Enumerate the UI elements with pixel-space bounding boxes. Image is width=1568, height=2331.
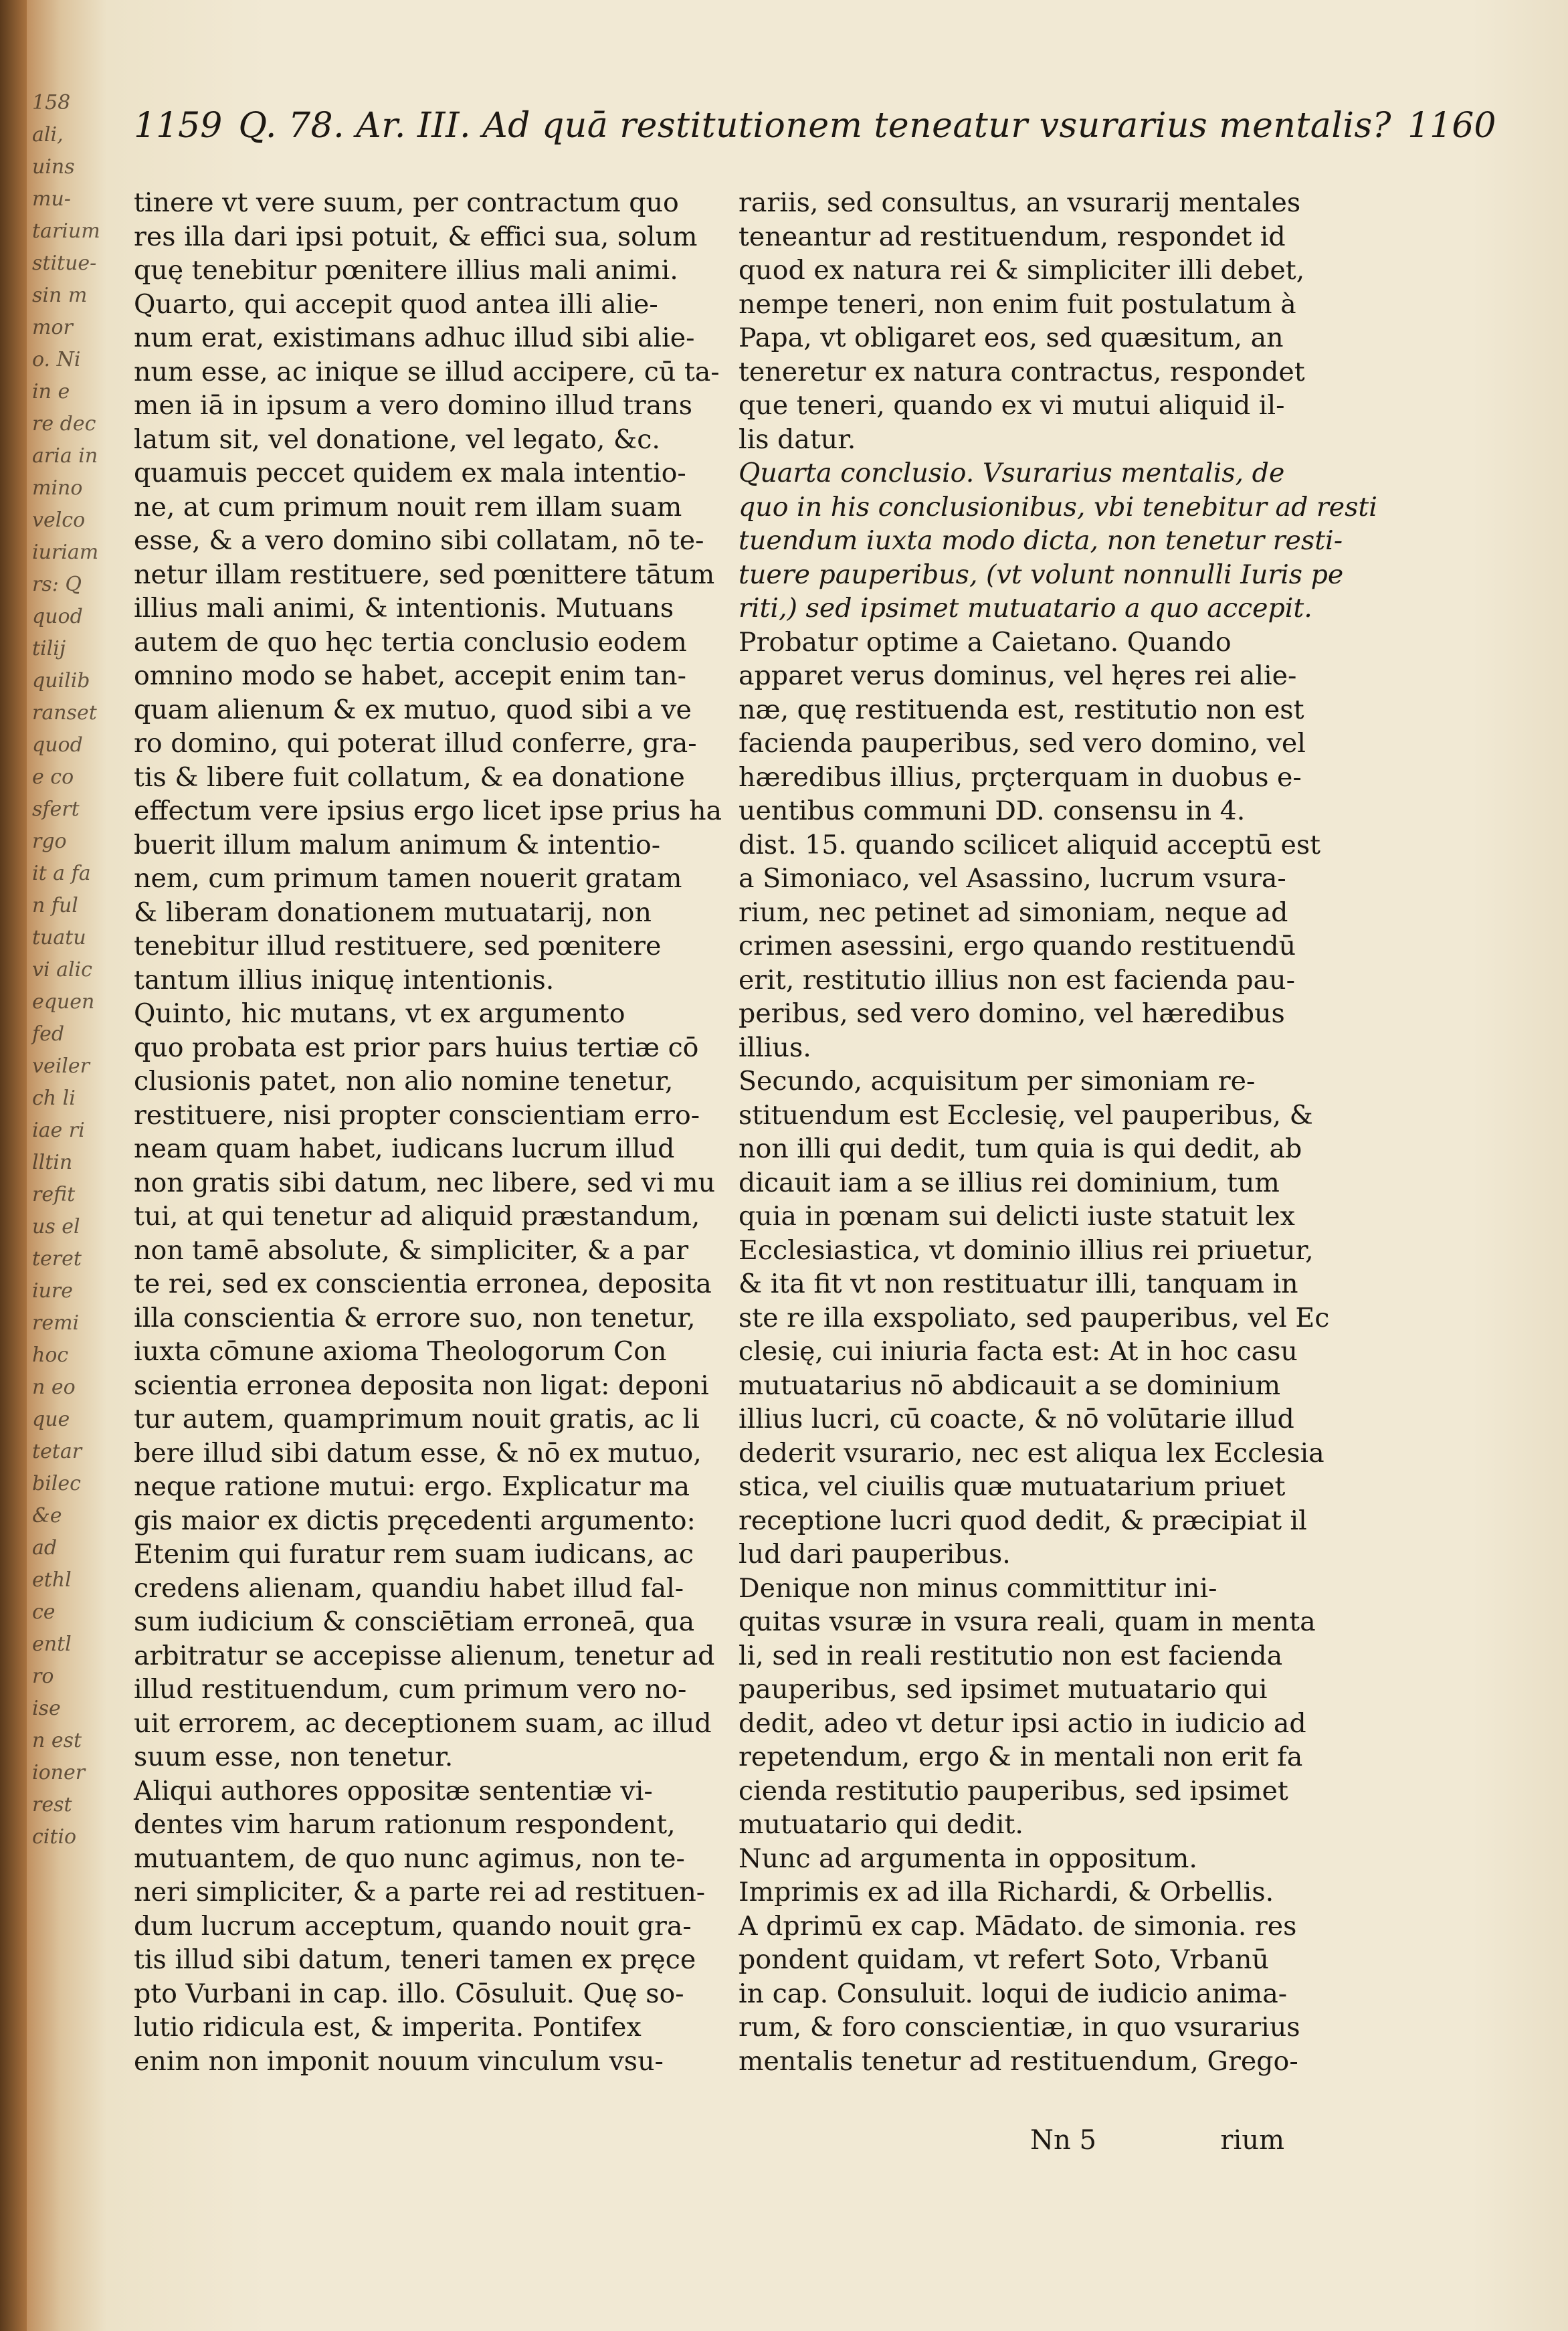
text-line: mutuantem, de quo nunc agimus, non te-: [134, 1843, 685, 1874]
bleed-fragment: ranset: [32, 701, 97, 725]
text-line: neri simpliciter, & a parte rei ad restituen-: [134, 1877, 706, 1907]
text-line: netur illam restituere, sed pœnittere tātum: [134, 559, 715, 590]
text-line: Ecclesiastica, vt dominio illius rei priuetur,: [739, 1234, 1314, 1266]
bleed-fragment: iuriam: [32, 541, 99, 564]
bleed-fragment: ce: [32, 1600, 56, 1624]
bleed-fragment: it a fa: [32, 862, 91, 885]
text-line: gis maior ex dictis pręcedenti argumento:: [134, 1505, 696, 1536]
facing-page-bleed: [0, 87, 100, 2322]
text-line: tur autem, quamprimum nouit gratis, ac li: [134, 1404, 700, 1434]
text-line: tinere vt vere suum, per contractum quo: [134, 187, 679, 218]
bleed-fragment: sin m: [32, 284, 88, 307]
bleed-fragment: o. Ni: [32, 348, 81, 371]
text-line: dist. 15. quando scilicet aliquid acceptū est: [739, 829, 1320, 860]
text-line: pondent quidam, vt refert Soto, Vrbanū: [739, 1944, 1269, 1975]
text-line: crimen asessini, ergo quando restituendū: [739, 931, 1296, 961]
text-line: tui, at qui tenetur ad aliquid præstandum,: [134, 1201, 700, 1232]
bleed-fragment: ro: [32, 1665, 54, 1688]
text-line: tantum illius iniquę intentionis.: [134, 964, 555, 996]
text-line: te rei, sed ex conscientia erronea, deposita: [134, 1269, 712, 1299]
text-line: quod ex natura rei & simpliciter illi debet,: [739, 255, 1305, 286]
text-line: omnino modo se habet, accepit enim tan-: [134, 660, 686, 691]
text-line: quia in pœnam sui delicti iuste statuit lex: [739, 1201, 1295, 1232]
text-line: enim non imponit nouum vinculum vsu-: [134, 2045, 664, 2077]
bleed-fragment: bilec: [32, 1472, 81, 1495]
bleed-fragment: refit: [32, 1183, 76, 1206]
bleed-fragment: tarium: [32, 219, 100, 243]
bleed-fragment: n ful: [32, 894, 78, 917]
bleed-fragment: fed: [32, 1022, 65, 1046]
right-text-column: [739, 186, 1377, 2078]
bleed-fragment: re dec: [32, 412, 96, 436]
text-line: tuendum iuxta modo dicta, non tenetur resti-: [739, 525, 1343, 556]
text-line: facienda pauperibus, sed vero domino, vel: [739, 728, 1306, 759]
text-line: li, sed in reali restitutio non est facienda: [739, 1640, 1283, 1671]
text-line: teneantur ad restituendum, respondet id: [739, 221, 1286, 252]
text-line: lud dari pauperibus.: [739, 1539, 1011, 1570]
text-line: illius.: [739, 1032, 811, 1063]
bleed-fragment: stitue-: [32, 252, 97, 275]
bleed-fragment: mu-: [32, 187, 71, 211]
text-line: autem de quo hęc tertia conclusio eodem: [134, 626, 687, 658]
bleed-fragment: mor: [32, 316, 73, 339]
text-line: apparet verus dominus, vel hęres rei alie-: [739, 660, 1297, 691]
bleed-fragment: vi alic: [32, 958, 92, 982]
running-title: Q. 78. Ar. III. Ad quā restitutionem teneatur vsurarius mentalis?: [238, 106, 1392, 146]
bleed-fragment: iae ri: [32, 1119, 85, 1142]
text-line: clusionis patet, non alio nomine tenetur,: [134, 1066, 674, 1097]
bleed-fragment: rgo: [32, 830, 67, 853]
text-line: Quarta conclusio. Vsurarius mentalis, de: [739, 458, 1285, 488]
text-line: num erat, existimans adhuc illud sibi alie-: [134, 322, 695, 353]
text-line: uit errorem, ac deceptionem suam, ac illud: [134, 1707, 712, 1739]
bleed-fragment: entl: [32, 1633, 72, 1656]
text-line: riti,) sed ipsimet mutuatario a quo accepit.: [739, 593, 1312, 624]
bleed-fragment: tilij: [32, 637, 66, 660]
bleed-fragment: rest: [32, 1793, 72, 1816]
text-line: lis datur.: [739, 424, 856, 455]
text-line: mutuatarius nō abdicauit a se dominium: [739, 1370, 1281, 1401]
bleed-fragment: rs: Q: [32, 573, 82, 596]
text-line: Quarto, qui accepit quod antea illi alie-: [134, 288, 658, 320]
text-line: sum iudicium & consciētiam erroneā, qua: [134, 1606, 695, 1637]
bleed-fragment: teret: [32, 1247, 82, 1271]
text-line: num esse, ac inique se illud accipere, cū ta-: [134, 356, 720, 387]
text-line: clesię, cui iniuria facta est: At in hoc casu: [739, 1336, 1298, 1367]
text-line: dederit vsurario, nec est aliqua lex Ecclesia: [739, 1437, 1325, 1469]
bleed-fragment: hoc: [32, 1343, 69, 1367]
bleed-fragment: &e: [32, 1504, 62, 1527]
text-line: a Simoniaco, vel Asassino, lucrum vsura-: [739, 863, 1286, 894]
text-line: Denique non minus committitur ini-: [739, 1572, 1217, 1604]
catchword: rium: [1220, 2125, 1284, 2156]
text-line: & ita fit vt non restituatur illi, tanquam in: [739, 1269, 1298, 1299]
text-line: tuere pauperibus, (vt volunt nonnulli Iuris pe: [739, 559, 1344, 590]
text-line: uentibus communi DD. consensu in 4.: [739, 796, 1246, 826]
text-line: non gratis sibi datum, nec libere, sed vi mu: [134, 1167, 716, 1198]
text-line: restituere, nisi propter conscientiam erro-: [134, 1099, 700, 1131]
text-line: quam alienum & ex mutuo, quod sibi a ve: [134, 694, 692, 725]
text-line: Aliqui authores oppositæ sententiæ vi-: [134, 1775, 653, 1806]
left-text-column: [134, 186, 722, 2078]
text-line: nem, cum primum tamen nouerit gratam: [134, 863, 682, 894]
text-line: pauperibus, sed ipsimet mutuatario qui: [739, 1674, 1268, 1705]
bleed-fragment: e co: [32, 765, 74, 789]
text-line: dedit, adeo vt detur ipsi actio in iudicio ad: [739, 1707, 1306, 1739]
text-line: illius mali animi, & intentionis. Mutuans: [134, 593, 674, 624]
text-line: iuxta cōmune axioma Theologorum Con: [134, 1336, 667, 1367]
text-line: tis illud sibi datum, teneri tamen ex pręce: [134, 1944, 696, 1975]
text-line: stituendum est Ecclesię, vel pauperibus, &: [739, 1099, 1313, 1131]
text-line: & liberam donationem mutuatarij, non: [134, 897, 652, 928]
text-line: quo probata est prior pars huius tertiæ cō: [134, 1032, 699, 1063]
text-line: res illa dari ipsi potuit, & effici sua, solum: [134, 221, 698, 252]
text-line: pto Vurbani in cap. illo. Cōsuluit. Quę so-: [134, 1978, 684, 2009]
text-line: hæredibus illius, prçterquam in duobus e-: [739, 761, 1302, 793]
text-line: dum lucrum acceptum, quando nouit gra-: [134, 1910, 692, 1942]
bleed-fragment: tetar: [32, 1440, 82, 1463]
text-line: men iā in ipsum a vero domino illud trans: [134, 390, 692, 421]
text-line: scientia erronea deposita non ligat: deponi: [134, 1370, 709, 1401]
text-line: rariis, sed consultus, an vsurarij mentales: [739, 187, 1301, 218]
bleed-fragment: ioner: [32, 1761, 86, 1784]
text-line: ro domino, qui poterat illud conferre, gra-: [134, 728, 697, 759]
text-line: A dprimū ex cap. Mādato. de simonia. res: [739, 1910, 1297, 1942]
text-line: ste re illa exspoliato, sed pauperibus, vel Ec: [739, 1302, 1330, 1333]
text-line: Quinto, hic mutans, vt ex argumento: [134, 998, 625, 1029]
text-line: neam quam habet, iudicans lucrum illud: [134, 1133, 675, 1164]
bleed-fragment: aria in: [32, 444, 98, 468]
text-line: Papa, vt obligaret eos, sed quæsitum, an: [739, 322, 1284, 353]
text-line: Probatur optime a Caietano. Quando: [739, 626, 1232, 658]
text-line: næ, quę restituenda est, restitutio non est: [739, 694, 1304, 725]
text-line: teneretur ex natura contractus, respondet: [739, 356, 1305, 387]
text-line: dicauit iam a se illius rei dominium, tum: [739, 1167, 1280, 1198]
text-line: peribus, sed vero domino, vel hæredibus: [739, 998, 1285, 1029]
text-line: tenebitur illud restituere, sed pœnitere: [134, 931, 662, 961]
page-footer: [1030, 2125, 1284, 2156]
page-number-right: 1160: [1407, 106, 1496, 146]
bleed-fragment: in e: [32, 380, 70, 403]
text-line: quitas vsuræ in vsura reali, quam in menta: [739, 1606, 1316, 1637]
text-line: suum esse, non tenetur.: [134, 1742, 454, 1772]
bleed-fragment: sfert: [32, 798, 80, 821]
bleed-fragment: n est: [32, 1729, 82, 1752]
text-line: cienda restitutio pauperibus, sed ipsimet: [739, 1775, 1288, 1806]
text-line: Etenim qui furatur rem suam iudicans, ac: [134, 1539, 694, 1570]
bleed-fragment: uins: [32, 155, 75, 179]
text-line: repetendum, ergo & in mentali non erit fa: [739, 1742, 1303, 1772]
text-line: Nunc ad argumenta in oppositum.: [739, 1843, 1197, 1874]
text-line: mentalis tenetur ad restituendum, Grego-: [739, 2045, 1298, 2077]
text-line: bere illud sibi datum esse, & nō ex mutuo,: [134, 1437, 702, 1469]
bleed-fragment: ethl: [32, 1568, 72, 1592]
bleed-fragment: ali,: [32, 123, 64, 147]
bleed-fragment: remi: [32, 1311, 80, 1335]
bleed-fragment: veiler: [32, 1054, 90, 1078]
running-head: [134, 106, 1496, 159]
text-line: receptione lucri quod dedit, & præcipiat il: [739, 1505, 1307, 1536]
bleed-fragment: citio: [32, 1825, 77, 1849]
bleed-fragment: tuatu: [32, 926, 86, 949]
bleed-fragment: n eo: [32, 1376, 76, 1399]
bleed-fragment: que: [32, 1408, 70, 1431]
text-line: lutio ridicula est, & imperita. Pontifex: [134, 2012, 642, 2043]
text-line: rum, & foro conscientiæ, in quo vsurarius: [739, 2012, 1300, 2043]
text-line: neque ratione mutui: ergo. Explicatur ma: [134, 1471, 690, 1502]
text-line: non illi qui dedit, tum quia is qui dedit, ab: [739, 1133, 1302, 1164]
bleed-fragment: velco: [32, 508, 86, 532]
bleed-fragment: quilib: [32, 669, 90, 692]
text-line: quo in his conclusionibus, vbi tenebitur ad resti: [739, 491, 1377, 523]
text-line: tis & libere fuit collatum, & ea donatione: [134, 761, 685, 793]
text-line: esse, & a vero domino sibi collatam, nō te-: [134, 525, 704, 556]
bleed-fragment: 158: [32, 91, 71, 114]
text-line: mutuatario qui dedit.: [739, 1809, 1023, 1840]
text-line: stica, vel ciuilis quæ mutuatarium priuet: [739, 1471, 1286, 1502]
text-line: rium, nec petinet ad simoniam, neque ad: [739, 897, 1288, 928]
text-line: quę tenebitur pœnitere illius mali animi.: [134, 255, 678, 286]
text-line: dentes vim harum rationum respondent,: [134, 1809, 676, 1840]
text-line: Imprimis ex ad illa Richardi, & Orbellis.: [739, 1877, 1274, 1907]
bleed-fragment: quod: [32, 605, 83, 628]
text-line: illa conscientia & errore suo, non tenetur,: [134, 1302, 696, 1333]
text-line: credens alienam, quandiu habet illud fal-: [134, 1572, 684, 1604]
bleed-fragment: iure: [32, 1279, 74, 1303]
text-line: non tamē absolute, & simpliciter, & a par: [134, 1234, 689, 1266]
text-line: Secundo, acquisitum per simoniam re-: [739, 1066, 1256, 1097]
text-line: in cap. Consuluit. loqui de iudicio anima-: [739, 1978, 1288, 2009]
bleed-fragment: ise: [32, 1697, 61, 1720]
bleed-fragment: equen: [32, 990, 95, 1014]
text-line: nempe teneri, non enim fuit postulatum à: [739, 288, 1296, 320]
text-line: erit, restitutio illius non est facienda pau-: [739, 964, 1295, 996]
text-line: buerit illum malum animum & intentio-: [134, 829, 661, 860]
text-line: quamuis peccet quidem ex mala intentio-: [134, 458, 686, 488]
text-line: effectum vere ipsius ergo licet ipse prius ha: [134, 796, 722, 826]
bleed-fragment: mino: [32, 476, 83, 500]
text-line: latum sit, vel donatione, vel legato, &c.: [134, 424, 660, 455]
text-line: que teneri, quando ex vi mutui aliquid il-: [739, 390, 1285, 421]
bleed-fragment: us el: [32, 1215, 80, 1238]
text-line: illius lucri, cū coacte, & nō volūtarie illud: [739, 1404, 1294, 1434]
signature-mark: Nn 5: [1030, 2125, 1096, 2156]
page-number-left: 1159: [134, 106, 223, 146]
text-line: arbitratur se accepisse alienum, tenetur ad: [134, 1640, 715, 1671]
text-line: illud restituendum, cum primum vero no-: [134, 1674, 687, 1705]
text-line: ne, at cum primum nouit rem illam suam: [134, 491, 682, 523]
bleed-fragment: quod: [32, 733, 83, 757]
bleed-fragment: ad: [32, 1536, 58, 1560]
bleed-fragment: ch li: [32, 1087, 76, 1110]
bleed-fragment: lltin: [32, 1151, 73, 1174]
